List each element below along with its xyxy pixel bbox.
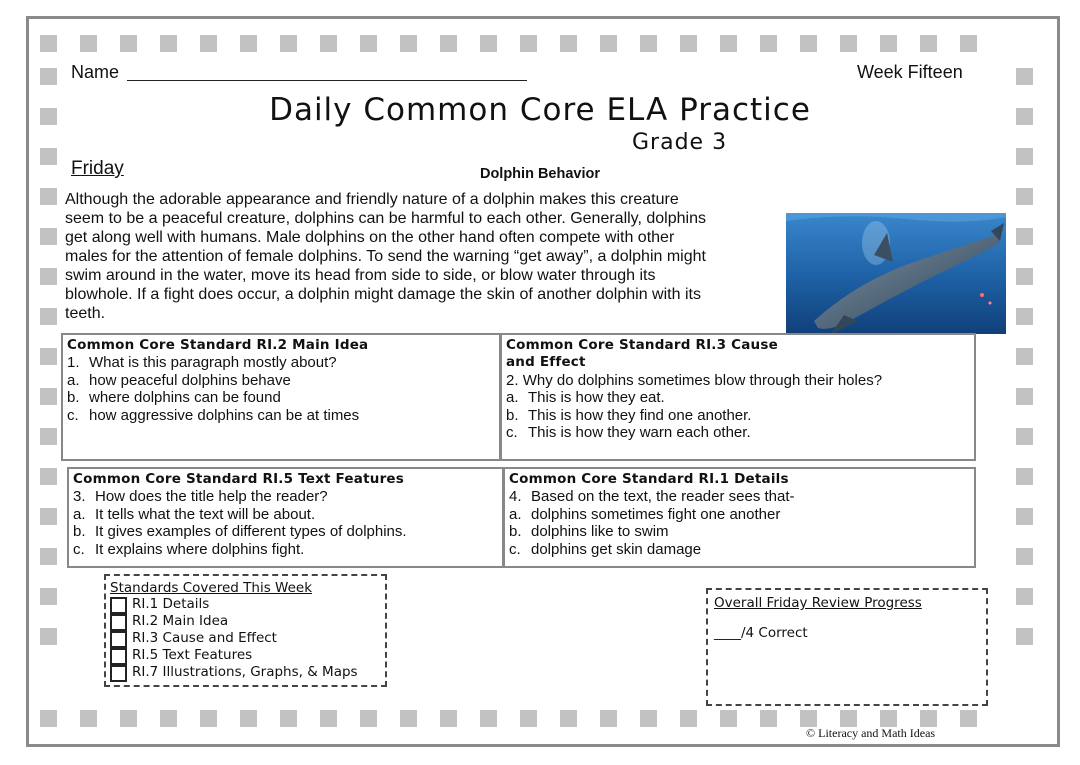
border-square — [40, 548, 57, 565]
border-square — [840, 710, 857, 727]
border-square — [480, 35, 497, 52]
option-letter: c. — [509, 540, 521, 558]
checkbox[interactable] — [110, 665, 127, 682]
option-text: where dolphins can be found — [89, 389, 281, 407]
grade-label: Grade 3 — [632, 130, 728, 155]
option-letter: a. — [506, 389, 519, 407]
day-label: Friday — [71, 158, 124, 179]
border-square — [40, 388, 57, 405]
border-square — [80, 710, 97, 727]
border-square — [1016, 148, 1033, 165]
answer-option[interactable] — [509, 506, 970, 523]
checkbox[interactable] — [110, 631, 127, 648]
border-square — [640, 710, 657, 727]
week-label: Week Fifteen — [857, 62, 963, 82]
border-square — [40, 428, 57, 445]
border-square — [1016, 428, 1033, 445]
option-text: how peaceful dolphins behave — [89, 371, 291, 389]
border-square — [1016, 548, 1033, 565]
border-square — [760, 35, 777, 52]
border-square — [1016, 308, 1033, 325]
border-square — [200, 35, 217, 52]
border-square — [760, 710, 777, 727]
border-square — [120, 35, 137, 52]
checkbox[interactable] — [110, 614, 127, 631]
border-square — [160, 35, 177, 52]
border-square — [400, 35, 417, 52]
standard-heading: Common Core Standard RI.3 Cause — [506, 337, 778, 353]
page-title: Daily Common Core ELA Practice — [269, 92, 811, 128]
question-text: What is this paragraph mostly about? — [89, 354, 337, 372]
question-number: 2. — [506, 371, 519, 389]
border-square — [40, 508, 57, 525]
question-4-box — [503, 467, 976, 568]
border-square — [480, 710, 497, 727]
border-square — [40, 268, 57, 285]
border-square — [80, 35, 97, 52]
answer-option[interactable] — [73, 541, 498, 558]
standard-label: RI.3 Cause and Effect — [132, 630, 277, 646]
border-square — [1016, 508, 1033, 525]
border-square — [920, 710, 937, 727]
standard-label: RI.5 Text Features — [132, 647, 253, 663]
border-square — [1016, 68, 1033, 85]
border-square — [720, 710, 737, 727]
question-number: 1. — [67, 354, 80, 372]
question-number: 3. — [73, 488, 86, 506]
question-number: 4. — [509, 488, 522, 506]
question-3-box — [67, 467, 504, 568]
option-text: dolphins sometimes fight one another — [531, 505, 781, 523]
border-square — [560, 35, 577, 52]
option-text: dolphins get skin damage — [531, 540, 702, 558]
border-square — [200, 710, 217, 727]
dolphin-photo — [786, 213, 1006, 334]
border-square — [800, 710, 817, 727]
question-text: Why do dolphins sometimes blow through their holes? — [522, 371, 883, 389]
question-text: Based on the text, the reader sees that- — [531, 488, 795, 506]
standard-checkbox-item[interactable] — [110, 664, 385, 681]
border-square — [520, 35, 537, 52]
border-square — [880, 710, 897, 727]
standard-heading: Common Core Standard RI.2 Main Idea — [67, 337, 369, 353]
checkbox[interactable] — [110, 597, 127, 614]
standard-checkbox-item[interactable] — [110, 630, 385, 647]
option-letter: a. — [67, 371, 80, 389]
answer-option[interactable] — [509, 523, 970, 540]
border-square — [320, 710, 337, 727]
border-square — [720, 35, 737, 52]
border-square — [1016, 348, 1033, 365]
standard-label: RI.1 Details — [132, 596, 210, 612]
option-letter: b. — [506, 406, 519, 424]
answer-option[interactable] — [509, 541, 970, 558]
option-text: This is how they eat. — [528, 389, 665, 407]
border-square — [40, 228, 57, 245]
option-text: It tells what the text will be about. — [95, 505, 316, 523]
option-letter: b. — [509, 523, 522, 541]
standard-heading: Common Core Standard RI.5 Text Features — [73, 471, 405, 487]
border-square — [640, 35, 657, 52]
border-square — [960, 35, 977, 52]
standards-box — [104, 574, 387, 687]
border-square — [240, 35, 257, 52]
border-square — [1016, 188, 1033, 205]
border-square — [40, 468, 57, 485]
answer-option[interactable] — [73, 523, 498, 540]
option-letter: c. — [506, 424, 518, 442]
border-square — [1016, 468, 1033, 485]
copyright: © Literacy and Math Ideas — [806, 726, 936, 740]
standard-heading: Common Core Standard RI.1 Details — [509, 471, 789, 487]
name-blank-line[interactable] — [127, 80, 527, 81]
answer-option[interactable] — [73, 506, 498, 523]
standard-checkbox-item[interactable] — [110, 596, 385, 613]
name-label: Name — [71, 62, 120, 82]
border-square — [520, 710, 537, 727]
standards-title: Standards Covered This Week — [110, 580, 313, 596]
border-square — [40, 588, 57, 605]
border-square — [600, 35, 617, 52]
answer-option[interactable] — [506, 389, 970, 406]
border-square — [240, 710, 257, 727]
border-square — [40, 628, 57, 645]
passage-title: Dolphin Behavior — [479, 166, 601, 182]
border-square — [920, 35, 937, 52]
border-square — [680, 35, 697, 52]
answer-option[interactable] — [506, 424, 970, 441]
option-letter: b. — [67, 389, 80, 407]
border-square — [440, 710, 457, 727]
border-square — [320, 35, 337, 52]
option-text: It gives examples of different types of dolphins. — [95, 523, 407, 541]
border-square — [680, 710, 697, 727]
standard-checkbox-item[interactable] — [110, 613, 385, 630]
question-1-box — [61, 333, 501, 461]
border-square — [280, 710, 297, 727]
border-square — [960, 710, 977, 727]
border-square — [1016, 388, 1033, 405]
border-square — [360, 710, 377, 727]
question-2-box — [500, 333, 976, 461]
option-letter: a. — [509, 505, 522, 523]
border-square — [280, 35, 297, 52]
progress-box — [706, 588, 988, 706]
border-square — [40, 308, 57, 325]
option-letter: c. — [73, 540, 85, 558]
border-square — [40, 68, 57, 85]
border-square — [600, 710, 617, 727]
standard-checkbox-item[interactable] — [110, 647, 385, 664]
option-text: This is how they warn each other. — [528, 424, 751, 442]
border-square — [40, 35, 57, 52]
border-square — [880, 35, 897, 52]
border-square — [440, 35, 457, 52]
standard-label: RI.7 Illustrations, Graphs, & Maps — [132, 664, 358, 680]
option-text: This is how they find one another. — [528, 406, 752, 424]
border-square — [40, 348, 57, 365]
standard-label: RI.2 Main Idea — [132, 613, 229, 629]
standard-heading-cont: and Effect — [506, 354, 586, 371]
answer-option[interactable] — [67, 372, 495, 389]
option-letter: a. — [73, 505, 86, 523]
progress-score[interactable]: ____/4 Correct — [714, 625, 808, 641]
border-square — [120, 710, 137, 727]
border-square — [840, 35, 857, 52]
option-letter: c. — [67, 406, 79, 424]
answer-option[interactable] — [506, 407, 970, 424]
progress-title: Overall Friday Review Progress — [714, 595, 922, 611]
option-text: how aggressive dolphins can be at times — [89, 406, 360, 424]
border-square — [560, 710, 577, 727]
passage-text: Although the adorable appearance and friendly nature of a dolphin makes this creature seem to be a peaceful creature, dolphins can be harmful to each other. Generally, dolphins get along well with humans. Male dolphins on the other hand often compete with other males for the attention of female dolphins. To send the warning “get away”, a dolphin might swim around in the water, move its head from side to side, or blow water through its blowhole. If a fight does occur, a dolphin might damage the skin of another dolphin with its teeth. — [65, 191, 706, 322]
border-square — [1016, 628, 1033, 645]
border-square — [40, 188, 57, 205]
border-square — [160, 710, 177, 727]
border-square — [40, 148, 57, 165]
border-square — [400, 710, 417, 727]
border-square — [800, 35, 817, 52]
question-text: How does the title help the reader? — [95, 488, 328, 506]
border-square — [1016, 588, 1033, 605]
option-letter: b. — [73, 523, 86, 541]
option-text: dolphins like to swim — [531, 523, 669, 541]
answer-option[interactable] — [67, 407, 495, 424]
checkbox[interactable] — [110, 648, 127, 665]
answer-option[interactable] — [67, 389, 495, 406]
option-text: It explains where dolphins fight. — [95, 540, 305, 558]
border-square — [1016, 228, 1033, 245]
border-square — [40, 710, 57, 727]
border-square — [1016, 268, 1033, 285]
border-square — [360, 35, 377, 52]
